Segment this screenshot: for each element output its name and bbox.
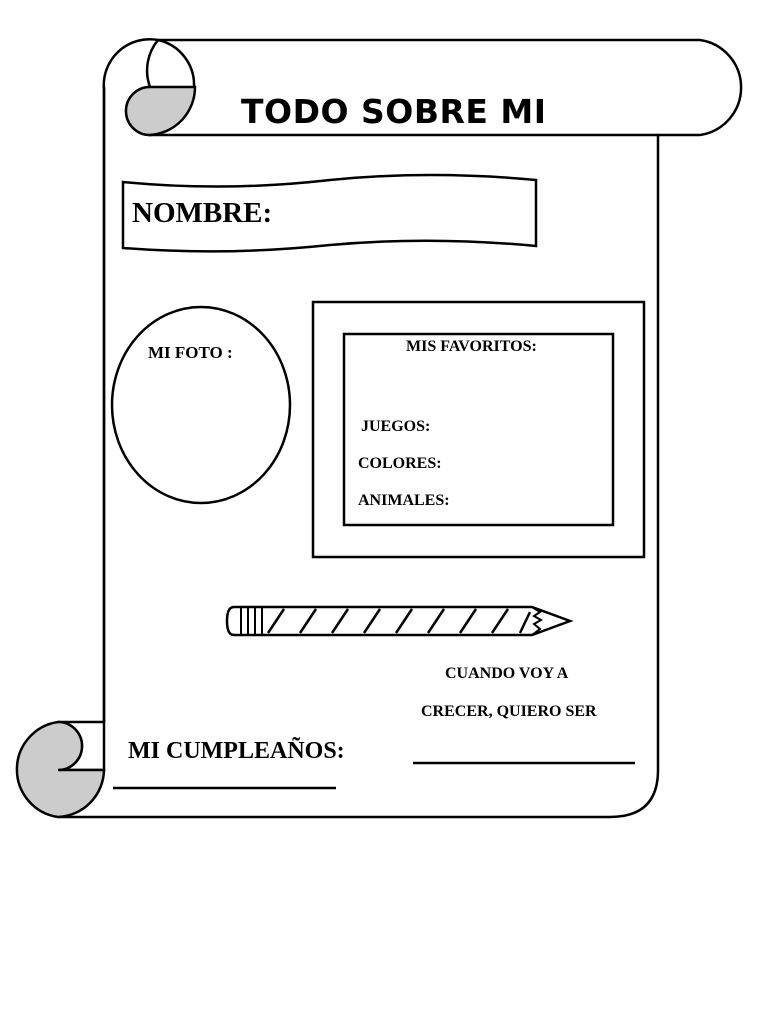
favorite-colors-label: COLORES: (358, 455, 442, 472)
future-label-line2: CRECER, QUIERO SER (421, 703, 597, 720)
name-label: NOMBRE: (132, 197, 273, 229)
favorite-animals-label: ANIMALES: (358, 492, 450, 509)
favorite-games-label: JUEGOS: (361, 418, 431, 435)
photo-oval (112, 307, 290, 503)
pencil-icon (227, 607, 570, 635)
favorites-title: MIS FAVORITOS: (406, 338, 537, 355)
top-curl-inner (126, 87, 195, 135)
birthday-label: MI CUMPLEAÑOS: (128, 738, 345, 764)
future-label-line1: CUANDO VOY A (445, 665, 569, 682)
page-title: TODO SOBRE MI (241, 92, 547, 131)
photo-label: MI FOTO : (148, 343, 233, 362)
